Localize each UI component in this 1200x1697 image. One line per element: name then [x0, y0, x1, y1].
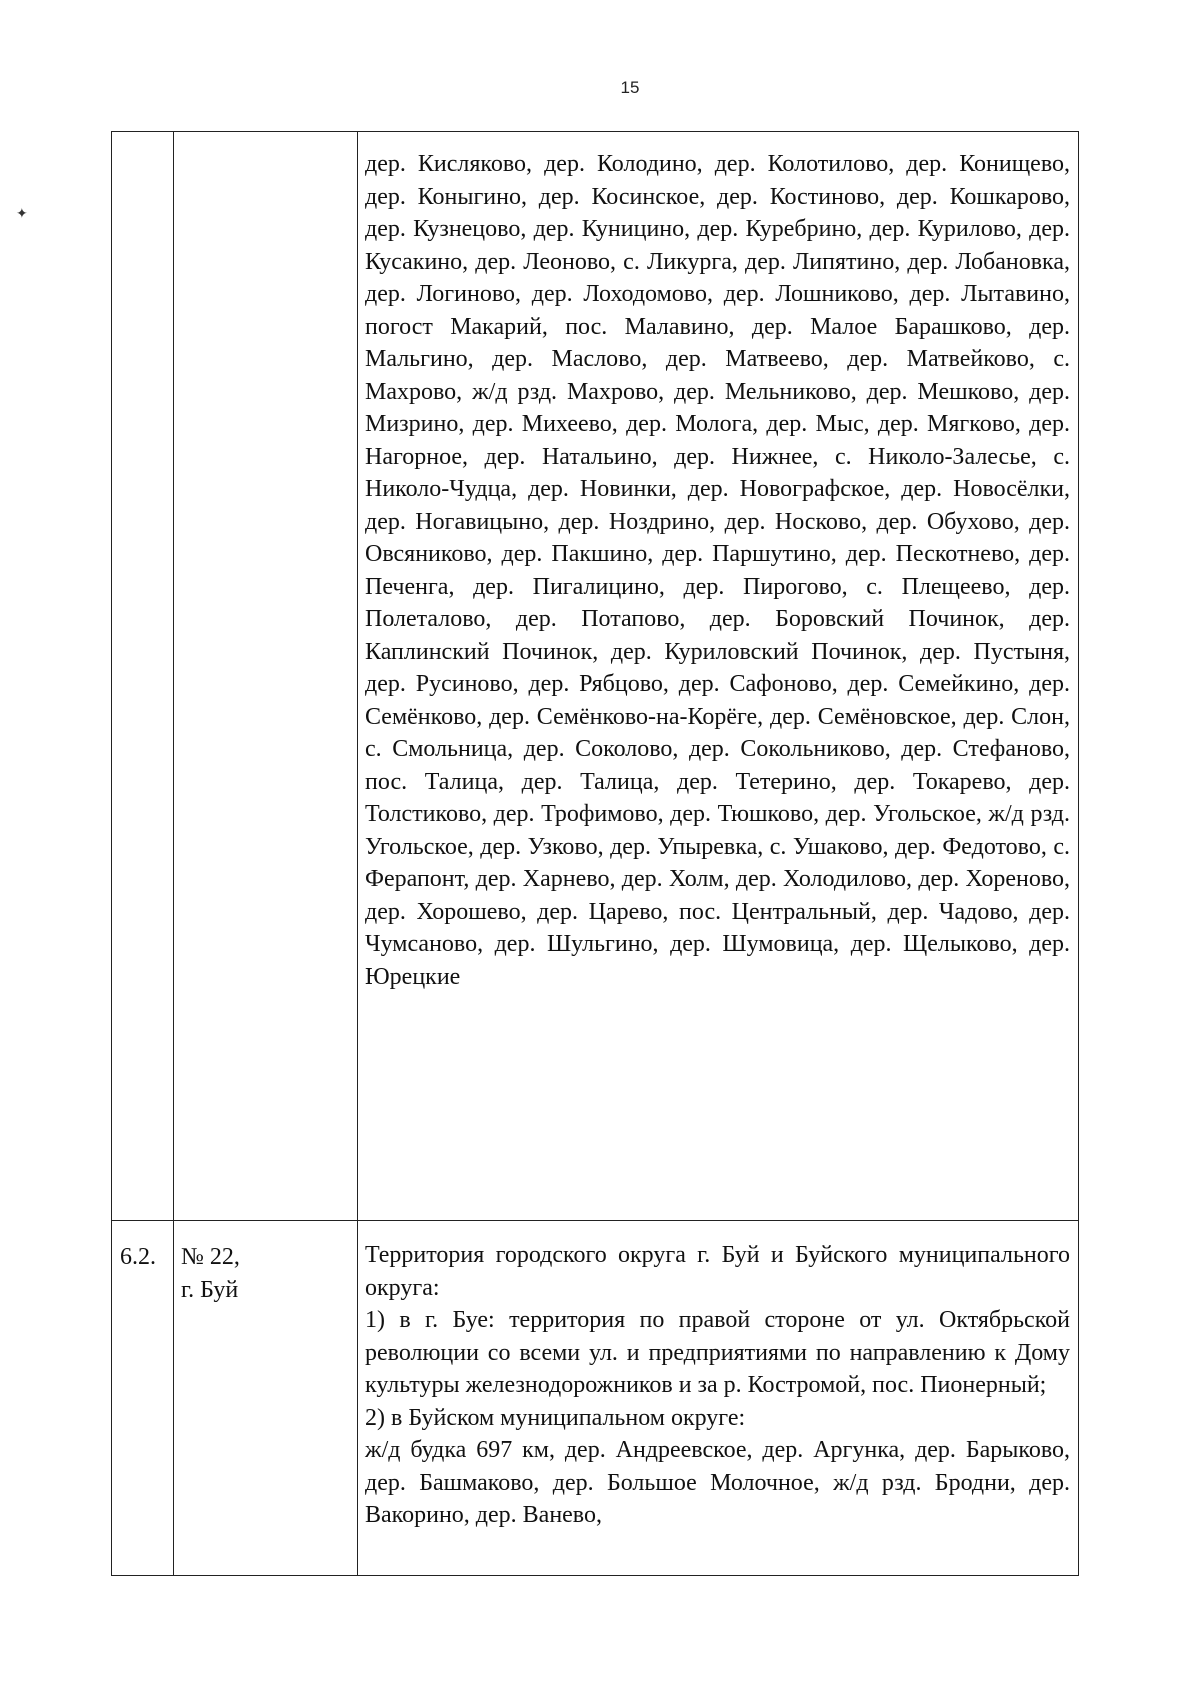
district-number: № 22, [181, 1244, 240, 1270]
table-row-6-2 [112, 1221, 1079, 1576]
row-number: 6.2. [120, 1244, 156, 1270]
territory-continued-text: дер. Кисляково, дер. Колодино, дер. Колотилово, дер. Конищево, дер. Коныгино, дер. Косинское, дер. Костиново, дер. Кошкарово, дер. Кузнецово, дер. Куницино, дер. Куребрино, дер. Курилово, дер. Кусакино, дер. Леоново, с. Ликурга, дер. Липятино, дер. Лобановка, дер. Логиново, дер. Лоходомово, дер. Лошниково, дер. Лытавино, погост Макарий, пос. Малавино, дер. Малое Барашково, дер. Мальгино, дер. Маслово, дер. Матвеево, дер. Матвейково, с. Махрово, ж/д рзд. Махрово, дер. Мельниково, дер. Мешково, дер. Мизрино, дер. Михеево, дер. Молога, дер. Мыс, дер. Мягково, дер. Нагорное, дер. Натальино, дер. Нижнее, с. Николо-Залесье, с. Николо-Чудца, дер. Новинки, дер. Новографское, дер. Новосёлки, дер. Ногавицыно, дер. Ноздрино, дер. Носково, дер. Обухово, дер. Овсяниково, дер. Пакшино, дер. Паршутино, дер. Пескотнево, дер. Печенга, дер. Пигалицино, дер. Пирогово, с. Плещеево, дер. Полеталово, дер. Потапово, дер. Боровский Починок, дер. Каплинский Починок, дер. Куриловский Починок, дер. Пустыня, дер. Русиново, дер. Рябцово, дер. Сафоново, дер. Семейкино, дер. Семёнково, дер. Семёнково-на-Корёге, дер. Семёновское, дер. Слон, с. Смольница, дер. Соколово, дер. Сокольниково, дер. Стефаново, пос. Талица, дер. Талица, дер. Тетерино, дер. Токарево, дер. Толстиково, дер. Трофимово, дер. Тюшково, дер. Угольское, ж/д рзд. Угольское, дер. Узково, дер. Упыревка, с. Ушаково, дер. Федотово, с. Ферапонт, дер. Харнево, дер. Холм, дер. Холодилово, дер. Хореново, дер. Хорошево, дер. Царево, пос. Центральный, дер. Чадово, дер. Чумсаново, дер. Шульгино, дер. Шумовица, дер. Щелыково, дер. Юрецкие [365, 151, 1070, 990]
territory-item-2-heading: 2) в Буйском муниципальном округе: [365, 1404, 746, 1431]
district-city: г. Буй [181, 1276, 239, 1303]
cell-number-empty [112, 132, 174, 1221]
territory-item-1: 1) в г. Буе: территория по правой стороне от ул. Октябрьской революции со всеми ул. и предприятиями по направлению к Дому культуры железнодорожников и за р. Костромой, пос. Пионерный; [365, 1307, 1070, 1398]
cell-district-name [174, 1221, 358, 1576]
cell-number [112, 1221, 174, 1576]
territory-intro: Территория городского округа г. Буй и Буйского муниципального округа: [365, 1242, 1070, 1301]
cell-territory-continued [358, 132, 1079, 1221]
scan-artifact-mark: ✦ [16, 207, 28, 222]
cell-territory [358, 1221, 1079, 1576]
table-row-continuation [112, 132, 1079, 1221]
page-number: 15 [620, 78, 640, 97]
districts-table [111, 131, 1079, 1576]
territory-item-2-text: ж/д будка 697 км, дер. Андреевское, дер. Аргунка, дер. Барыково, дер. Башмаково, дер. Большое Молочное, ж/д рзд. Бродни, дер. Вакорино, дер. Ванево, [365, 1437, 1070, 1528]
cell-name-empty [174, 132, 358, 1221]
